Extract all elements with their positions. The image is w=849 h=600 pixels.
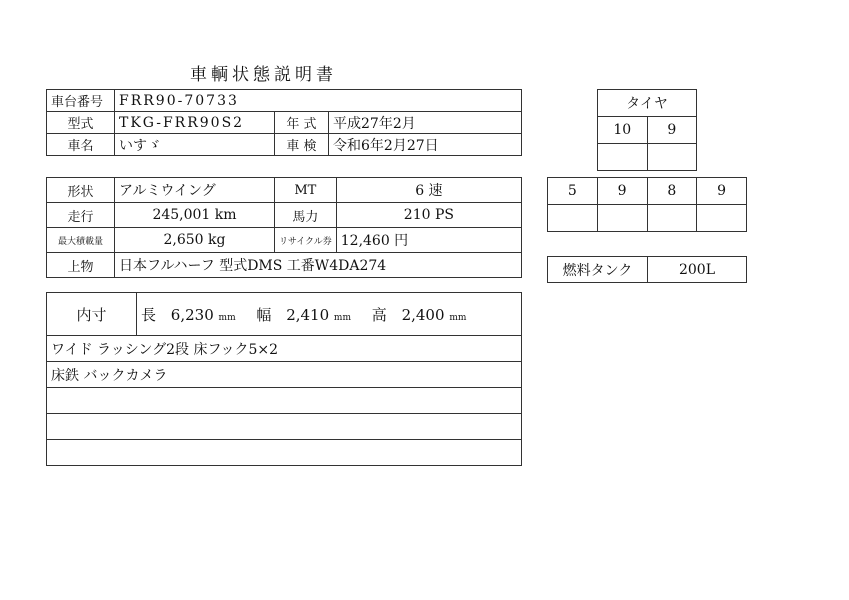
maker-label: 車名	[47, 134, 115, 156]
tire-front-table	[597, 89, 697, 171]
spec-table	[46, 177, 522, 278]
dims-notes-table	[46, 292, 522, 466]
length-label: 長	[141, 305, 157, 324]
body-value: 日本フルハーフ 型式DMS 工番W4DA274	[115, 253, 522, 278]
tire-front-left-2	[598, 144, 648, 171]
width-value: 2,410	[286, 305, 330, 324]
fuel-label: 燃料タンク	[548, 257, 648, 283]
tire-rear-4-2	[697, 205, 747, 232]
dims-label: 内寸	[47, 293, 137, 336]
load-label: 最大積載量	[47, 228, 115, 253]
length-unit: mm	[218, 312, 236, 323]
tire-rear-3-2	[647, 205, 697, 232]
tire-rear-table	[547, 177, 747, 232]
mileage-value: 245,001 km	[115, 203, 275, 228]
mt-label: MT	[275, 178, 337, 203]
note-row	[47, 440, 522, 466]
power-value: 210 PS	[336, 203, 521, 228]
note-row: 床鉄 バックカメラ	[47, 362, 522, 388]
year-label: 年 式	[275, 112, 329, 134]
model-label: 型式	[47, 112, 115, 134]
power-label: 馬力	[275, 203, 337, 228]
tire-rear-2: 9	[597, 178, 647, 205]
chassis-label: 車台番号	[47, 90, 115, 112]
tire-rear-2-2	[597, 205, 647, 232]
inspection-value: 令和6年2月27日	[329, 134, 522, 156]
tire-front-left: 10	[598, 117, 648, 144]
note-row	[47, 388, 522, 414]
note-row	[47, 414, 522, 440]
tire-header: タイヤ	[598, 90, 697, 117]
shape-value: アルミウイング	[115, 178, 275, 203]
shape-label: 形状	[47, 178, 115, 203]
width-unit: mm	[333, 312, 351, 323]
dims-values	[137, 293, 522, 336]
inspection-label: 車 検	[275, 134, 329, 156]
tire-front-right-2	[647, 144, 696, 171]
height-value: 2,400	[401, 305, 445, 324]
note-row: ワイド ラッシング2段 床フック5×2	[47, 336, 522, 362]
tire-rear-3: 8	[647, 178, 697, 205]
height-unit: mm	[449, 312, 467, 323]
tire-rear-1: 5	[548, 178, 598, 205]
model-value: TKG-FRR90S2	[115, 112, 275, 134]
tire-rear-1-2	[548, 205, 598, 232]
width-label: 幅	[256, 305, 272, 324]
vehicle-info-table	[46, 89, 522, 156]
load-value: 2,650 kg	[115, 228, 275, 253]
recycle-value: 12,460 円	[336, 228, 521, 253]
maker-value: いすゞ	[115, 134, 275, 156]
tire-rear-4: 9	[697, 178, 747, 205]
fuel-value: 200L	[648, 257, 747, 283]
recycle-label: リサイクル券	[275, 228, 337, 253]
year-value: 平成27年2月	[329, 112, 522, 134]
mileage-label: 走行	[47, 203, 115, 228]
tire-front-right: 9	[647, 117, 696, 144]
chassis-value: FRR90-70733	[115, 90, 522, 112]
body-label: 上物	[47, 253, 115, 278]
mt-value: 6 速	[336, 178, 521, 203]
length-value: 6,230	[170, 305, 214, 324]
fuel-table	[547, 256, 747, 283]
height-label: 高	[371, 305, 387, 324]
page-title: 車輌状態説明書	[190, 65, 337, 85]
